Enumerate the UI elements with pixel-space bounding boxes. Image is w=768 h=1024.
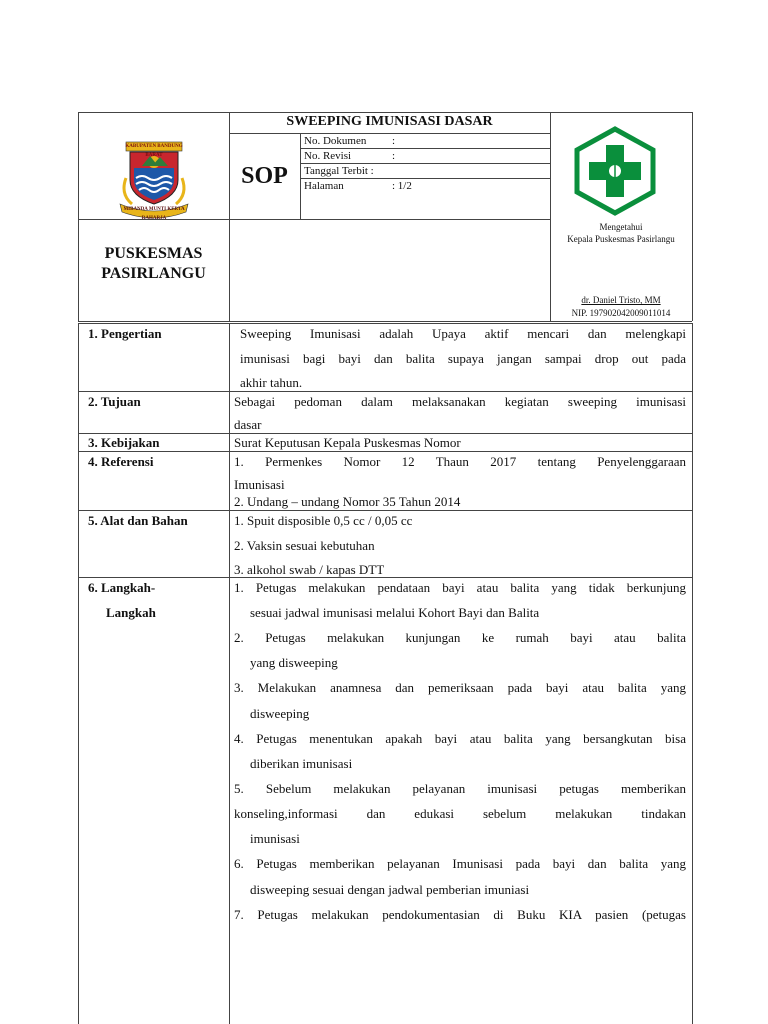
alat-line: 2. Vaksin sesuai kebutuhan (234, 538, 375, 553)
title-bottom-border (229, 133, 550, 134)
header-top-border (78, 112, 692, 113)
tujuan-line: dasar (234, 417, 262, 432)
langkah-line: sesuai jadwal imunisasi melalui Kohort Bayi dan Balita (250, 605, 540, 620)
label-alat-bahan: 5. Alat dan Bahan (88, 513, 188, 528)
emblem-top-text: KABUPATEN BANDUNG BARAT (125, 144, 183, 158)
langkah-line: 3. Melakukan anamnesa dan pemeriksaan pada bayi atau balita yang (234, 680, 686, 695)
approval-line1: Mengetahui (599, 222, 643, 232)
header-left-border (78, 112, 79, 321)
field-label-tanggal: Tanggal Terbit : (304, 165, 374, 177)
emblem-ribbon-text: MIBANDA MUNTI KERTA RAHARJA (123, 207, 185, 221)
pengertian-line: imunisasi bagi bayi dan balita supaya jangan sampai drop out pada (240, 351, 686, 366)
header-bottom-border (78, 321, 692, 322)
body-col-border (229, 323, 230, 1024)
row-border (78, 391, 692, 392)
row-border (78, 510, 692, 511)
field-label-revisi: No. Revisi (304, 150, 352, 162)
header-col-border (229, 112, 230, 321)
org-name-line2: PASIRLANGU (101, 265, 206, 282)
approval-line2: Kepala Puskesmas Pasirlangu (567, 234, 675, 244)
body-top-border (78, 323, 692, 324)
langkah-line: 1. Petugas melakukan pendataan bayi atau balita yang tidak berkunjung (234, 580, 686, 595)
referensi-line: Imunisasi (234, 477, 285, 492)
regency-emblem-logo (112, 138, 196, 222)
field-value-dokumen: : (392, 135, 396, 147)
label-langkah-line1: 6. Langkah- (88, 580, 156, 595)
header-right-border (692, 112, 693, 321)
document-title: SWEEPING IMUNISASI DASAR (286, 114, 493, 129)
label-kebijakan: 3. Kebijakan (88, 435, 160, 450)
alat-line: 1. Spuit disposible 0,5 cc / 0,05 cc (234, 513, 413, 528)
langkah-line: 5. Sebelum melakukan pelayanan imunisasi petugas memberikan (234, 781, 686, 796)
body-right-border (692, 323, 693, 1024)
row-border (78, 451, 692, 452)
langkah-line: 6. Petugas memberikan pelayanan Imunisasi pada bayi dan balita yang (234, 856, 686, 871)
approval-nip: NIP. 197902042009011014 (571, 308, 671, 318)
langkah-line: 4. Petugas menentukan apakah bayi atau balita yang bersangkutan bisa (234, 731, 686, 746)
langkah-line: imunisasi (250, 831, 300, 846)
referensi-line: 1. Permenkes Nomor 12 Thaun 2017 tentang Penyelenggaraan (234, 454, 686, 469)
pengertian-line: akhir tahun. (240, 375, 303, 390)
langkah-line: disweeping sesuai dengan jadwal pemberian imuniasi (250, 882, 530, 897)
header-col-border (550, 112, 551, 321)
field-value-revisi: : (392, 150, 396, 162)
row-border (78, 577, 692, 578)
field-label-halaman: Halaman (304, 180, 344, 192)
tujuan-line: Sebagai pedoman dalam melaksanakan kegiatan sweeping imunisasi (234, 394, 686, 409)
body-left-border (78, 323, 79, 1024)
label-tujuan: 2. Tujuan (88, 394, 141, 409)
label-langkah-line2: Langkah (106, 605, 156, 620)
sop-col-border (300, 133, 301, 219)
label-pengertian: 1. Pengertian (88, 326, 162, 341)
org-name-line1: PUSKESMAS (104, 245, 203, 262)
pengertian-line: Sweeping Imunisasi adalah Upaya aktif mencari dan melengkapi (240, 326, 686, 341)
referensi-line: 2. Undang – undang Nomor 35 Tahun 2014 (234, 494, 461, 509)
field-label-dokumen: No. Dokumen (304, 135, 367, 147)
alat-line: 3. alkohol swab / kapas DTT (234, 562, 385, 577)
label-referensi: 4. Referensi (88, 454, 154, 469)
approval-name: dr. Daniel Tristo, MM (581, 295, 661, 305)
langkah-line: 2. Petugas melakukan kunjungan ke rumah bayi atau balita (234, 630, 686, 645)
row-border (78, 433, 692, 434)
puskesmas-logo (572, 126, 658, 216)
langkah-line: yang disweeping (250, 655, 338, 670)
langkah-line: 7. Petugas melakukan pendokumentasian di Buku KIA pasien (petugas (234, 907, 686, 922)
sop-label: SOP (241, 163, 288, 189)
langkah-line: disweeping (250, 706, 310, 721)
kebijakan-line: Surat Keputusan Kepala Puskesmas Nomor (234, 435, 461, 450)
langkah-line: diberikan imunisasi (250, 756, 353, 771)
langkah-line: konseling,informasi dan edukasi sebelum melakukan tindakan (234, 806, 686, 821)
field-value-halaman: : 1/2 (392, 180, 412, 192)
